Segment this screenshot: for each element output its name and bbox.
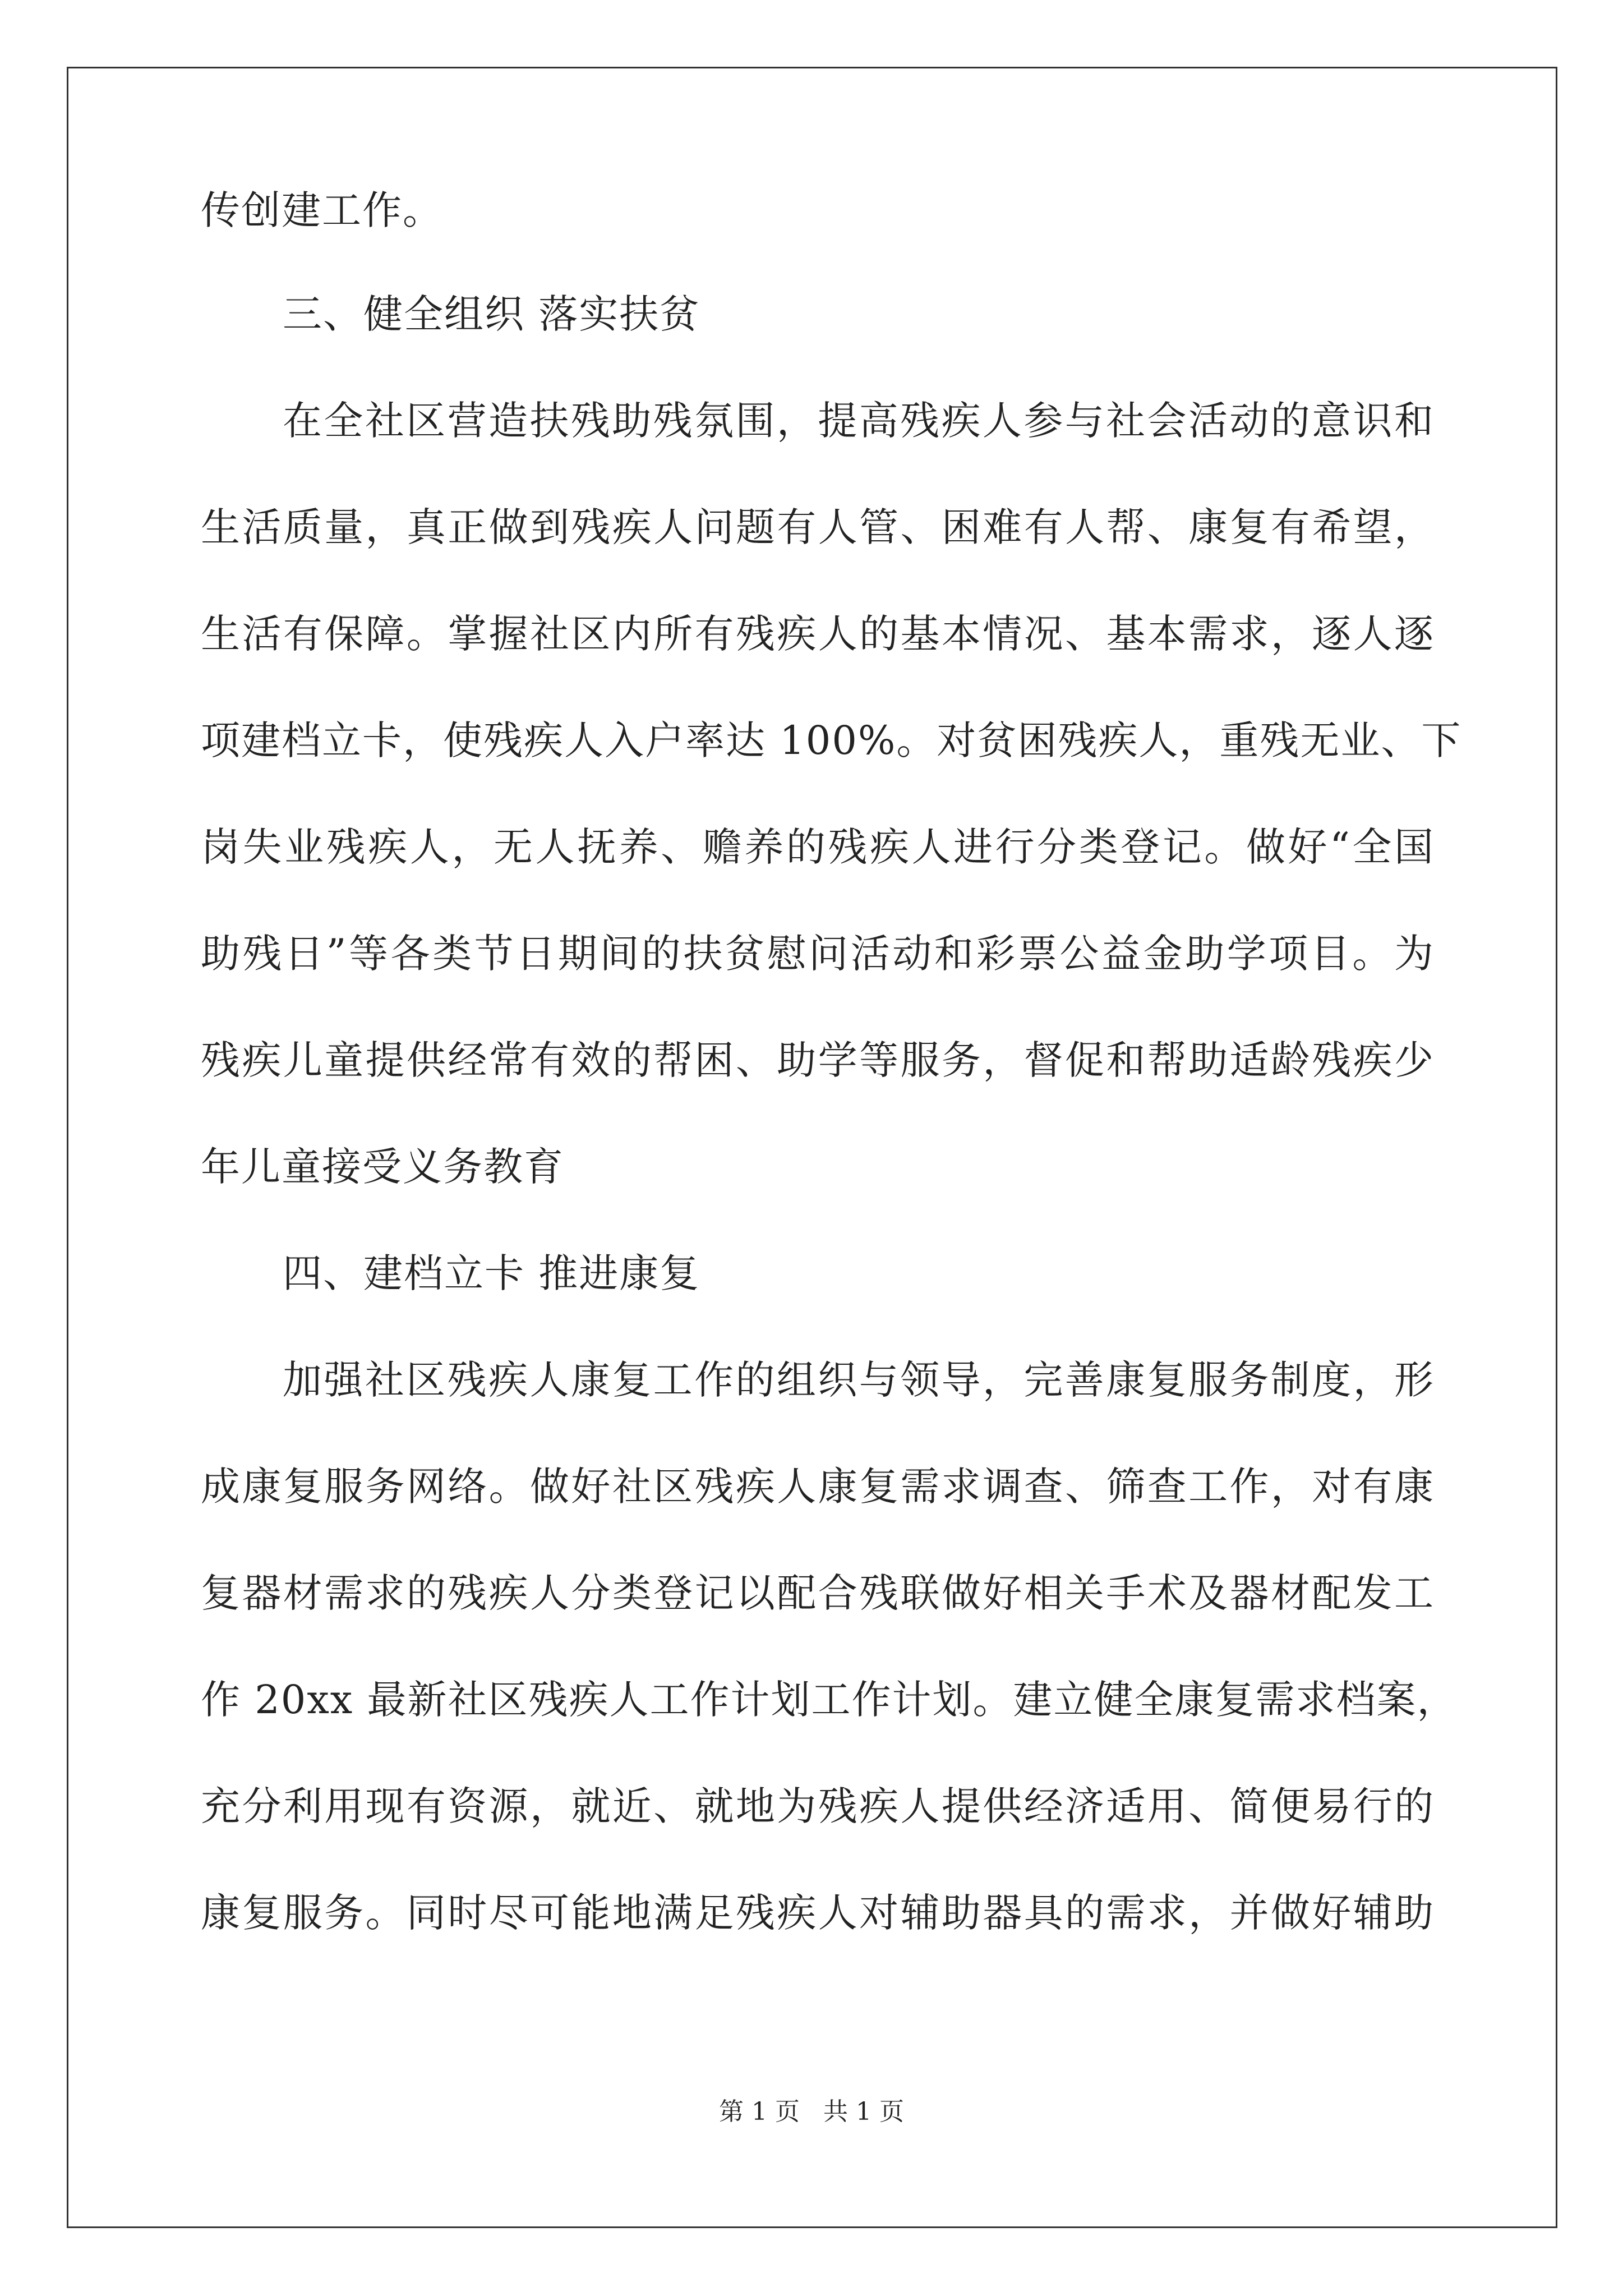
paragraph-line: 残疾儿童提供经常有效的帮困、助学等服务，督促和帮助适龄残疾少 [201,1037,1435,1083]
paragraph-line: 复器材需求的残疾人分类登记以配合残联做好相关手术及器材配发工 [201,1570,1435,1616]
paragraph-line: 助残日”等各类节日期间的扶贫慰问活动和彩票公益金助学项目。为 [201,931,1435,977]
paragraph-line: 加强社区残疾人康复工作的组织与领导，完善康复服务制度，形 [283,1357,1435,1403]
paragraph-line: 充分利用现有资源，就近、就地为残疾人提供经济适用、简便易行的 [201,1783,1435,1829]
paragraph-line: 生活质量，真正做到残疾人问题有人管、困难有人帮、康复有希望， [201,504,1435,550]
paragraph-line: 年儿童接受义务教育 [201,1144,564,1190]
paragraph-line: 作 20xx 最新社区残疾人工作计划工作计划。建立健全康复需求档案， [201,1677,1458,1723]
paragraph-line: 项建档立卡，使残疾人入户率达 100%。对贫困残疾人，重残无业、下 [201,717,1462,763]
paragraph-line: 生活有保障。掌握社区内所有残疾人的基本情况、基本需求，逐人逐 [201,611,1435,657]
paragraph-line: 成康复服务网络。做好社区残疾人康复需求调查、筛查工作，对有康 [201,1464,1435,1510]
page-number-footer: 第 1 页 共 1 页 [719,2097,904,2126]
paragraph-line: 在全社区营造扶残助残氛围，提高残疾人参与社会活动的意识和 [283,398,1435,444]
paragraph-line: 岗失业残疾人，无人抚养、赡养的残疾人进行分类登记。做好“全国 [201,824,1435,870]
paragraph-line: 康复服务。同时尽可能地满足残疾人对辅助器具的需求，并做好辅助 [201,1890,1435,1936]
section-heading: 四、建档立卡 推进康复 [283,1250,700,1296]
paragraph-line: 传创建工作。 [201,187,443,233]
section-heading: 三、健全组织 落实扶贫 [283,291,700,337]
